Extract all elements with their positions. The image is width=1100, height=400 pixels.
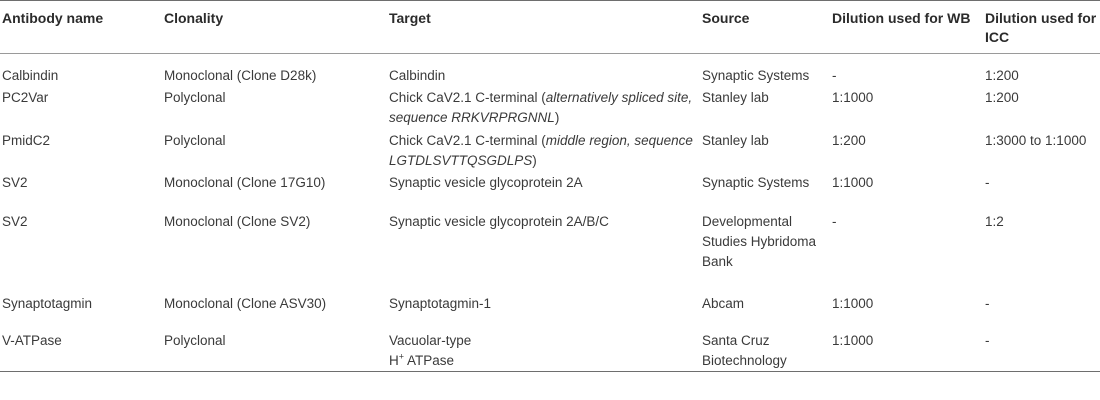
cell-dilution-icc: 1:200 <box>985 90 1019 105</box>
cell-antibody-name: SV2 <box>2 175 28 190</box>
cell-antibody-name: Synaptotagmin <box>2 296 93 311</box>
cell-dilution-icc: - <box>985 175 990 190</box>
cell-source: Synaptic Systems <box>702 68 810 83</box>
cell-antibody-name: SV2 <box>2 214 28 229</box>
cell-source: Developmental Studies Hybridoma Bank <box>702 214 817 269</box>
target-h-text: H <box>389 353 399 368</box>
cell-dilution-icc: 1:200 <box>985 68 1019 83</box>
cell-target <box>387 329 700 372</box>
table-row <box>0 292 1100 329</box>
cell-dilution-wb: - <box>832 68 837 83</box>
cell-clonality: Monoclonal (Clone SV2) <box>164 214 311 229</box>
cell-antibody-name: PC2Var <box>2 90 49 105</box>
cell-source: Stanley lab <box>702 133 769 148</box>
cell-target: Calbindin <box>389 68 446 83</box>
header-source: Source <box>700 1 830 54</box>
cell-source: Santa Cruz Biotechnology <box>700 329 830 372</box>
cell-source: Synaptic Systems <box>702 175 810 190</box>
cell-antibody-name: V-ATPase <box>0 329 162 372</box>
cell-clonality: Polyclonal <box>164 133 226 148</box>
cell-source: Abcam <box>702 296 745 311</box>
cell-dilution-wb: - <box>832 214 837 229</box>
table-row <box>0 86 1100 129</box>
cell-antibody-name: Calbindin <box>2 68 59 83</box>
cell-target: Synaptotagmin-1 <box>389 296 492 311</box>
target-plain-text: Chick CaV2.1 C-terminal <box>389 90 538 105</box>
cell-target: Chick CaV2.1 C-terminal (alternatively spliced site, sequence RRKVRPRGNNL) <box>389 90 693 125</box>
header-target: Target <box>387 1 700 54</box>
cell-clonality: Polyclonal <box>162 329 387 372</box>
cell-dilution-wb: 1:1000 <box>832 90 874 105</box>
table-row <box>0 129 1100 171</box>
table-row <box>0 171 1100 210</box>
header-antibody-name: Antibody name <box>0 1 162 54</box>
cell-clonality: Polyclonal <box>164 90 226 105</box>
header-row <box>0 1 1100 54</box>
table-row <box>0 54 1100 87</box>
cell-antibody-name: PmidC2 <box>2 133 51 148</box>
cell-dilution-wb: 1:1000 <box>832 175 874 190</box>
table-row <box>0 329 1100 372</box>
target-atpase-text: ATPase <box>407 353 455 368</box>
cell-dilution-icc: 1:2 <box>985 214 1004 229</box>
cell-target: Chick CaV2.1 C-terminal (middle region, sequence LGTDLSVTTQSGDLPS) <box>389 133 693 168</box>
cell-dilution-wb: 1:1000 <box>832 296 874 311</box>
target-italic-text: middle region, sequence LGTDLSVTTQSGDLPS <box>389 133 693 168</box>
target-italic-text: alternatively spliced site, sequence RRKVRPRGNNL <box>389 90 693 125</box>
cell-source: Stanley lab <box>702 90 769 105</box>
table-row <box>0 210 1100 292</box>
cell-clonality: Monoclonal (Clone 17G10) <box>164 175 326 190</box>
cell-target: Synaptic vesicle glycoprotein 2A/B/C <box>389 214 609 229</box>
target-plain-text: Chick CaV2.1 C-terminal <box>389 133 538 148</box>
cell-dilution-icc: - <box>983 329 1100 372</box>
target-line1: Vacuolar-type <box>389 333 472 348</box>
cell-clonality: Monoclonal (Clone ASV30) <box>164 296 327 311</box>
target-superscript: + <box>398 351 405 362</box>
cell-dilution-icc: 1:3000 to 1:1000 <box>985 133 1087 148</box>
cell-dilution-icc: - <box>985 296 990 311</box>
cell-dilution-wb: 1:1000 <box>830 329 983 372</box>
cell-clonality: Monoclonal (Clone D28k) <box>164 68 317 83</box>
header-dilution-wb: Dilution used for WB <box>830 1 983 54</box>
cell-target: Synaptic vesicle glycoprotein 2A <box>389 175 583 190</box>
cell-dilution-wb: 1:200 <box>832 133 866 148</box>
header-clonality: Clonality <box>162 1 387 54</box>
header-dilution-icc: Dilution used for ICC <box>983 1 1100 54</box>
